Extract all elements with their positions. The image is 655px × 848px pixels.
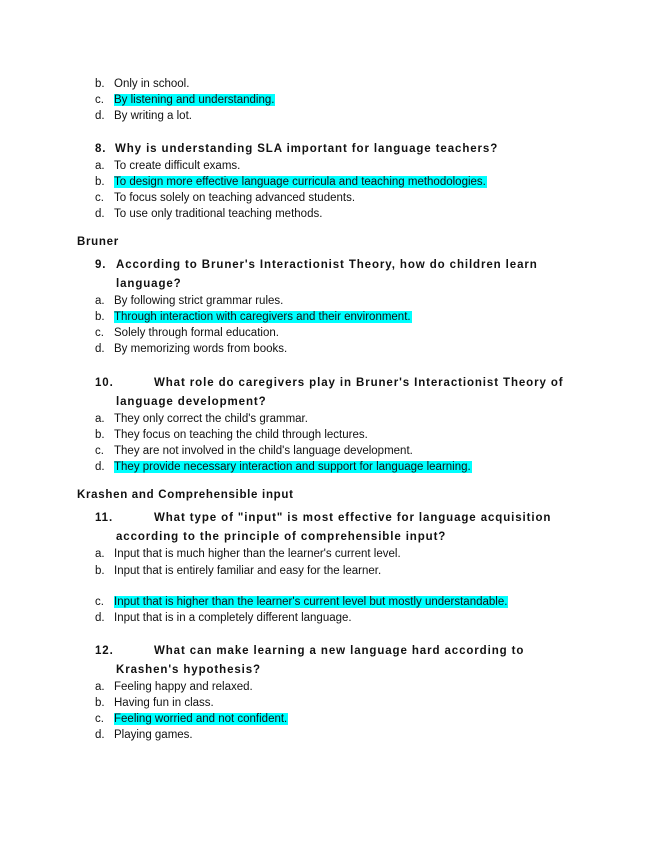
question-9-continued: language?: [116, 278, 182, 290]
list-item: c. Solely through formal education.: [95, 327, 279, 339]
question-12-continued: Krashen's hypothesis?: [116, 664, 261, 676]
list-item: c. To focus solely on teaching advanced students.: [95, 192, 356, 204]
list-item: c. By listening and understanding.: [95, 94, 275, 106]
highlighted-answer: They provide necessary interaction and support for language learning.: [114, 461, 471, 473]
question-10: 10. What role do caregivers play in Bruner's Interactionist Theory of: [95, 377, 564, 389]
highlighted-answer: By listening and understanding.: [114, 94, 275, 106]
section-heading-krashen: Krashen and Comprehensible input: [77, 489, 294, 501]
list-item: a. Input that is much higher than the learner's current level.: [95, 548, 401, 560]
list-item: b. Through interaction with caregivers and their environment.: [95, 311, 411, 323]
list-item: c. Input that is higher than the learner's current level but mostly understandable.: [95, 596, 508, 608]
section-heading-bruner: Bruner: [77, 236, 119, 248]
list-item: d. By memorizing words from books.: [95, 343, 288, 355]
question-11-continued: according to the principle of comprehensible input?: [116, 531, 447, 543]
list-item: d. Input that is in a completely different language.: [95, 612, 352, 624]
list-item: a. Feeling happy and relaxed.: [95, 681, 253, 693]
list-item: d. To use only traditional teaching methods.: [95, 208, 323, 220]
highlighted-answer: Input that is higher than the learner's current level but mostly understandable.: [114, 596, 508, 608]
highlighted-answer: To design more effective language curricula and teaching methodologies.: [114, 176, 486, 188]
list-item: b. Having fun in class.: [95, 697, 214, 709]
list-item: b. Only in school.: [95, 78, 190, 90]
question-11: 11. What type of "input" is most effective for language acquisition: [95, 512, 552, 524]
list-item: d. They provide necessary interaction and support for language learning.: [95, 461, 471, 473]
list-item: c. They are not involved in the child's language development.: [95, 445, 413, 457]
highlighted-answer: Through interaction with caregivers and their environment.: [114, 311, 411, 323]
question-10-continued: language development?: [116, 396, 267, 408]
question-9: 9. According to Bruner's Interactionist Theory, how do children learn: [95, 259, 538, 271]
list-item: d. Playing games.: [95, 729, 193, 741]
list-item: c. Feeling worried and not confident.: [95, 713, 288, 725]
highlighted-answer: Feeling worried and not confident.: [114, 713, 288, 725]
list-item: d. By writing a lot.: [95, 110, 192, 122]
list-item: a. To create difficult exams.: [95, 160, 241, 172]
question-12: 12. What can make learning a new language hard according to: [95, 645, 525, 657]
list-item: b. To design more effective language curricula and teaching methodologies.: [95, 176, 486, 188]
list-item: b. They focus on teaching the child through lectures.: [95, 429, 368, 441]
list-item: a. By following strict grammar rules.: [95, 295, 284, 307]
question-8: 8. Why is understanding SLA important for language teachers?: [95, 143, 499, 155]
list-item: b. Input that is entirely familiar and easy for the learner.: [95, 565, 382, 577]
list-item: a. They only correct the child's grammar.: [95, 413, 308, 425]
